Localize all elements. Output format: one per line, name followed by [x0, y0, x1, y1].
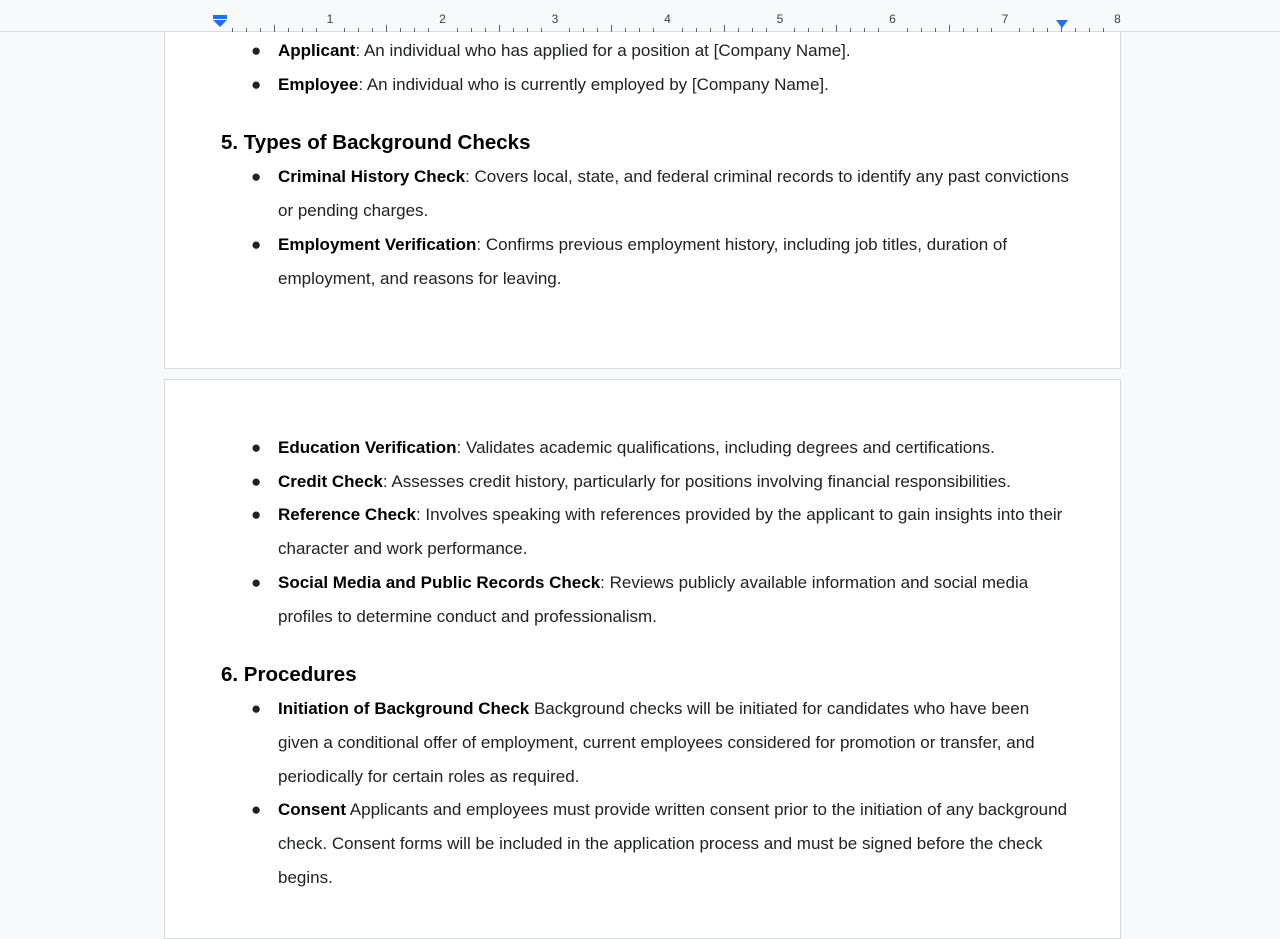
document-page-2[interactable]	[164, 379, 1121, 939]
bullet-icon: ●	[251, 505, 262, 525]
ruler-number: 8	[1114, 12, 1121, 26]
ruler-tick	[949, 25, 950, 32]
bullet-icon: ●	[251, 800, 262, 820]
list-item[interactable]	[221, 228, 1071, 295]
bullet-icon: ●	[251, 471, 262, 491]
document-page-1[interactable]	[164, 32, 1121, 369]
list-item[interactable]	[221, 465, 1071, 499]
procedures-list	[221, 692, 1071, 894]
ruler-tick	[386, 25, 387, 32]
bullet-icon: ●	[251, 572, 262, 592]
ruler-tick	[724, 25, 725, 32]
bullet-term: Social Media and Public Records Check	[278, 572, 601, 592]
bullet-text: Background checks will be initiated for candidates who have been given a conditional offer of employment, current employees considered for promotion or transfer, and periodically for certain roles as required.	[278, 699, 1035, 786]
ruler-number: 2	[439, 12, 446, 26]
bullet-text: Applicants and employees must provide written consent prior to the initiation of any background check. Consent forms will be included in the application process and must be signed before the check begins.	[278, 800, 1068, 887]
bullet-text: : Assesses credit history, particularly for positions involving financial responsibilities.	[382, 471, 1011, 491]
ruler-number: 3	[551, 12, 559, 26]
bullet-icon: ●	[251, 74, 262, 94]
bullet-text: : Validates academic qualifications, including degrees and certifications.	[456, 438, 995, 457]
section-heading[interactable]: 5. Types of Background Checks	[221, 131, 531, 155]
bullet-term: Reference Check	[278, 505, 416, 525]
bullet-term: Credit Check	[278, 471, 383, 491]
ruler-number: 1	[326, 12, 334, 26]
bullet-term: Consent	[278, 800, 346, 820]
background-checks-list-continued	[221, 431, 1071, 633]
bullet-text: : Confirms previous employment history, including job titles, duration of employment, and reasons for leaving.	[278, 234, 1008, 288]
list-item[interactable]	[221, 34, 1071, 68]
bullet-icon: ●	[251, 699, 262, 719]
bullet-icon: ●	[251, 41, 262, 60]
bullet-text: : Involves speaking with references provided by the applicant to gain insights into their character and work performance.	[278, 505, 1063, 559]
list-item[interactable]	[221, 160, 1071, 227]
list-item[interactable]	[221, 566, 1071, 633]
list-item[interactable]	[221, 68, 1071, 102]
bullet-icon: ●	[251, 167, 262, 187]
definitions-list	[221, 34, 1071, 101]
list-item[interactable]	[221, 692, 1071, 793]
ruler-number: 7	[1001, 12, 1009, 26]
list-item[interactable]	[221, 498, 1071, 565]
bullet-text: : Covers local, state, and federal criminal records to identify any past convictions or pending charges.	[278, 167, 1069, 221]
ruler-number: 6	[889, 12, 896, 26]
bullet-icon: ●	[251, 438, 262, 457]
ruler-track	[164, 14, 1121, 32]
background-checks-list	[221, 160, 1071, 295]
list-item[interactable]	[221, 431, 1071, 465]
ruler-number: 5	[776, 12, 784, 26]
bullet-term: Applicant	[278, 41, 356, 60]
ruler-tick	[274, 25, 275, 32]
page-1-content	[221, 34, 1071, 295]
bullet-text: : An individual who has applied for a position at [Company Name].	[355, 41, 851, 60]
list-item[interactable]	[221, 793, 1071, 894]
ruler-tick	[499, 25, 500, 32]
bullet-icon: ●	[251, 234, 262, 254]
right-indent-marker-icon[interactable]	[1056, 20, 1068, 28]
ruler-tick	[611, 25, 612, 32]
bullet-text: : An individual who is currently employed by [Company Name].	[358, 74, 829, 94]
bullet-term: Employment Verification	[278, 234, 477, 254]
section-heading[interactable]: 6. Procedures	[221, 663, 357, 687]
bullet-term: Education Verification	[278, 438, 457, 457]
page-2-content	[221, 431, 1071, 894]
ruler-number: 4	[664, 12, 671, 26]
horizontal-ruler[interactable]	[0, 0, 1280, 32]
bullet-term: Initiation of Background Check	[278, 699, 530, 719]
bullet-term: Employee	[278, 74, 359, 94]
ruler-tick	[836, 25, 837, 32]
bullet-term: Criminal History Check	[278, 167, 466, 187]
left-indent-marker-icon[interactable]	[213, 15, 227, 27]
bullet-text: : Reviews publicly available information and social media profiles to determine conduct and professionalism.	[278, 572, 1029, 626]
